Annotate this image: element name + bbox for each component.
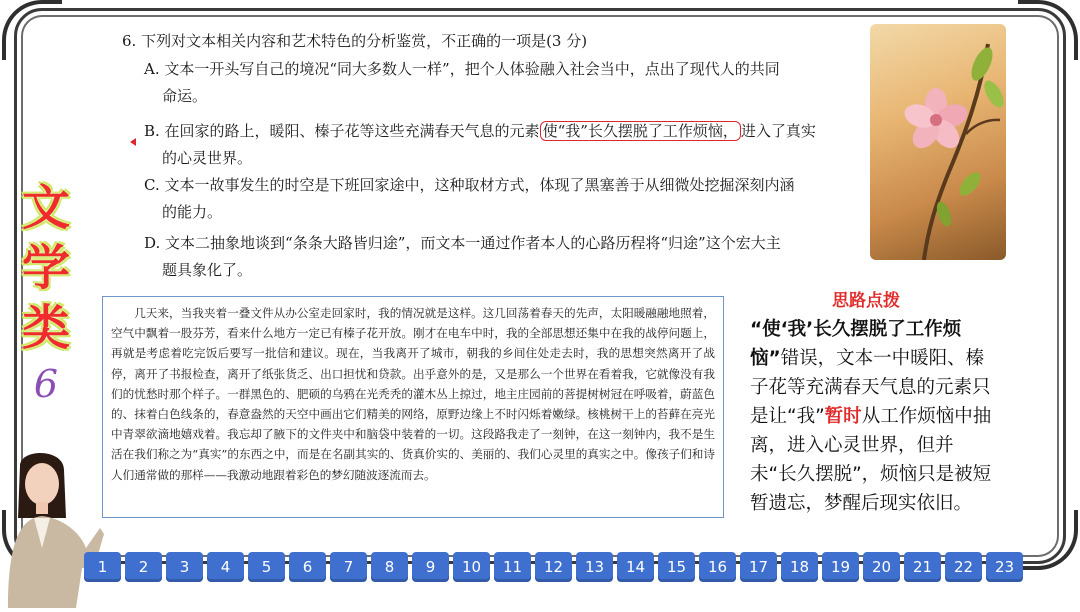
option-b-highlight: 使“我”长久摆脱了工作烦恼， [540,121,741,141]
option-b [144,118,834,172]
page-button-7[interactable]: 7 [330,552,367,582]
option-a-line1: A. 文本一开头写自己的境况“同大多数人一样”，把个人体验融入社会当中，点出了现代人的共同 [144,60,780,78]
option-a-line2: 命运。 [162,87,208,105]
page-button-12[interactable]: 12 [535,552,572,582]
hint-quote: “使‘我’长久摆脱了工作烦恼” [750,319,962,369]
hint-emphasis: 暂时 [824,406,862,427]
option-c-line2: 的能力。 [162,203,223,221]
hint-title: 思路点拨 [832,291,900,311]
page-button-21[interactable]: 21 [904,552,941,582]
page-button-19[interactable]: 19 [822,552,859,582]
page-button-1[interactable]: 1 [84,552,121,582]
option-c-line1: C. 文本一故事发生的时空是下班回家途中，这种取材方式，体现了黑塞善于从细微处挖掘深刻内涵 [144,176,795,194]
option-c [144,172,834,226]
option-d-line2: 题具象化了。 [162,261,253,279]
hint-text-2: 从工作烦恼中抽离，进入心灵世界，但并未“长久摆脱”，烦恼只是被短暂遗忘，梦醒后现实依旧。 [750,406,992,514]
question-title: 6. 下列对文本相关内容和艺术特色的分析鉴赏，不正确的一项是(3 分) [122,32,588,50]
section-title-char: 类 [21,300,70,356]
option-d [144,230,834,284]
page-button-15[interactable]: 15 [658,552,695,582]
page-button-23[interactable]: 23 [986,552,1023,582]
section-number: 6 [33,362,59,406]
page-button-20[interactable]: 20 [863,552,900,582]
source-passage: 几天来，当我夹着一叠文件从办公室走回家时，我的情况就是这样。这几回荡着春天的先声，太阳暖融融地照着，空气中飘着一股芬芳，看来什么地方一定已有榛子花开放。刚才在电车中时，我的全部思想还集中在我的战停问题上，再就是考虑着吃完饭后要写一批信和建议。现在，当我离开了城市，朝我的乡间住处走去时，我的思想突然离开了战停，离开了书报检查，离开了纸张货乏、出口担忧和贷款。出乎意外的是，又是那么一个世界在看着我，它就像没有我们的忧愁时那个样子。一群黑色的、肥硕的乌鸦在光秃秃的灌木丛上掠过，地主庄园前的菩提树树冠在呼吸着，蔚蓝色的、抹着白色线条的，春意盎然的天空中画出它们精美的网络，原野边缘上不时闪烁着嫩绿。核桃树干上的苔藓在亮光中青翠欲滴地嬉戏着。我忘却了腋下的文件夹中和脑袋中装着的一切。这段路我走了一刻钟，在这一刻钟内，我不是生活在我们称之为“真实”的东西之中，而是在名副其实的、货真价实的、美丽的、我们心灵里的真实之中。像孩子们和诗人们通常做的那样——我激动地跟着彩色的梦幻随波逐流而去。 [102,296,724,518]
pointer-marker-icon [130,138,136,146]
page-button-10[interactable]: 10 [453,552,490,582]
section-title-vertical [16,178,76,358]
option-d-line1: D. 文本二抽象地谈到“条条大路皆归途”，而文本一通过作者本人的心路历程将“归途”这个宏大主 [144,234,781,252]
hint-body [750,315,1000,518]
page-button-8[interactable]: 8 [371,552,408,582]
page-button-14[interactable]: 14 [617,552,654,582]
page-navigation [84,552,1056,586]
page-button-17[interactable]: 17 [740,552,777,582]
section-title-char: 文 [21,180,70,236]
page-button-5[interactable]: 5 [248,552,285,582]
page-button-13[interactable]: 13 [576,552,613,582]
page-button-11[interactable]: 11 [494,552,531,582]
page-button-6[interactable]: 6 [289,552,326,582]
option-b-pre: B. 在回家的路上，暖阳、榛子花等这些充满春天气息的元素 [144,122,540,140]
blossom-photo [870,24,1006,260]
page-button-4[interactable]: 4 [207,552,244,582]
page-button-9[interactable]: 9 [412,552,449,582]
frame-corner-ornament [2,0,62,60]
option-a [144,56,834,110]
page-button-22[interactable]: 22 [945,552,982,582]
page-button-18[interactable]: 18 [781,552,818,582]
hint-text-1: 错误，文本一中暖阳、榛子花等充满春天气息的元素只是让“我” [750,348,991,427]
page-button-2[interactable]: 2 [125,552,162,582]
blossom-branch-illustration [870,24,1006,260]
section-title-char: 学 [21,240,70,296]
option-b-post: 进入了真实 [740,122,816,140]
page-button-3[interactable]: 3 [166,552,203,582]
option-b-line2: 的心灵世界。 [162,149,253,167]
page-button-16[interactable]: 16 [699,552,736,582]
frame-corner-ornament [1018,0,1078,60]
